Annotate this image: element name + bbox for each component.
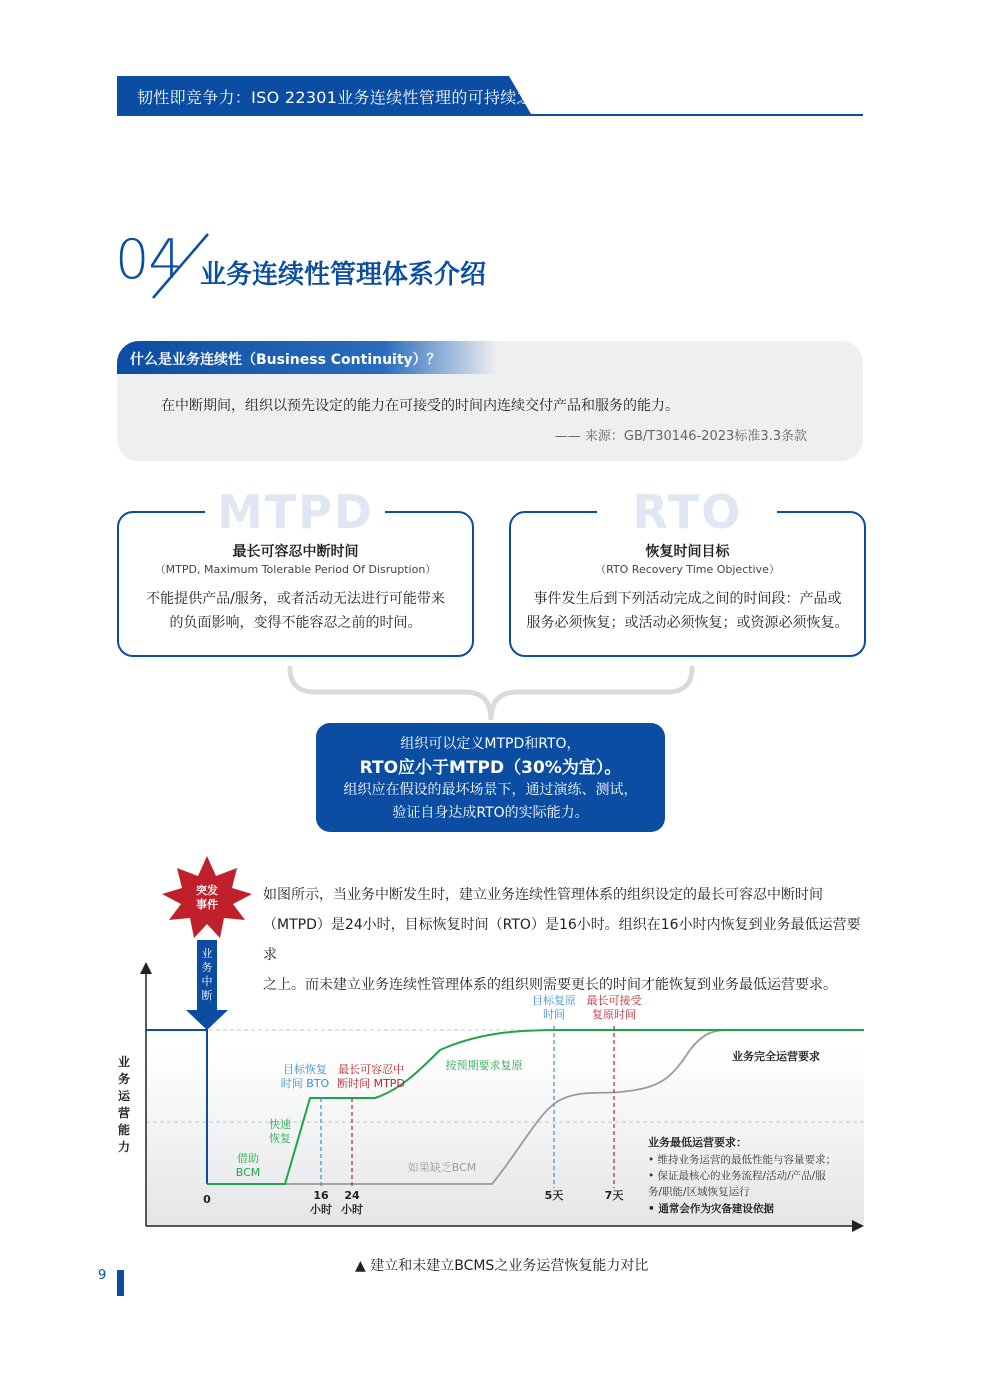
mtpd-body [133,587,458,635]
mtpd-subtitle: （MTPD, Maximum Tolerable Period Of Disruption） [154,563,437,576]
mtpd-body-line: 不能提供产品/服务，或者活动无法进行可能带来 [146,591,445,607]
interrupt-char: 业 [201,947,213,960]
header-banner [117,76,863,116]
brace-connector [285,664,697,724]
rto-body-line: 服务必须恢复；或活动必须恢复；或资源必须恢复。 [526,615,849,631]
mtpd-body-line: 的负面影响，变得不能容忍之前的时间。 [169,615,422,631]
section-number: 04 [115,228,182,291]
rto-body-line: 事件发生后到下列活动完成之间的时间段：产品或 [533,591,842,607]
mtpd-box [117,485,474,657]
page-number-bar [117,1270,124,1296]
mtpd-title: 最长可容忍中断时间 [232,544,359,560]
event-label: 事件 [196,898,218,911]
tick-16h-unit: 小时 [310,1203,332,1216]
tick-24h: 24 [344,1189,360,1202]
figure-caption: ▲ 建立和未建立BCMS之业务运营恢复能力对比 [355,1258,649,1274]
definition-tab-label: 什么是业务连续性（Business Continuity）？ [130,352,441,368]
interrupt-char: 务 [201,961,213,974]
summary-line: 组织可以定义MTPD和RTO， [400,736,581,752]
fast-recovery-label: 恢复 [269,1132,291,1145]
tick-5d: 5天 [544,1189,564,1202]
rto-label: 目标恢复 [283,1063,327,1076]
rto-watermark: RTO [632,485,743,539]
min-req-item: • 通常会作为灾备建设依据 [648,1203,774,1215]
min-req-item: 务/职能/区域恢复运行 [648,1186,750,1198]
interrupt-char: 断 [201,989,213,1002]
paragraph-line: （MTPD）是24小时，目标恢复时间（RTO）是16小时。组织在16小时内恢复到业务最低运营要求 [263,917,861,963]
rto2-label: 时间 [543,1008,565,1021]
rto-title: 恢复时间目标 [645,544,730,560]
mtpd2-label: 复原时间 [592,1008,636,1021]
event-label: 突发 [196,884,218,897]
paragraph-line: 之上。而未建立业务连续性管理体系的组织则需要更长的时间才能恢复到业务最低运营要求。 [263,977,837,993]
bcm-label: BCM [235,1166,261,1179]
capacity-band [146,1050,864,1226]
tick-7d: 7天 [604,1189,624,1202]
definition-box [117,341,863,461]
tick-16h: 16 [313,1189,329,1202]
bcm-label: 借助 [237,1152,259,1165]
definition-text: 在中断期间，组织以预先设定的能力在可接受的时间内连续交付产品和服务的能力。 [161,398,679,414]
mtpd-label: 最长可容忍中 [338,1063,404,1076]
interrupt-arrow-head [186,1010,228,1030]
paragraph-line: 如图所示，当业务中断发生时，建立业务连续性管理体系的组织设定的最长可容忍中断时间 [263,887,823,903]
full-op-label: 业务完全运营要求 [732,1050,820,1063]
min-req-title: 业务最低运营要求： [648,1136,747,1149]
mtpd-watermark: MTPD [216,485,375,539]
page-number: 9 [98,1268,107,1283]
event-starburst-icon [162,856,252,938]
tick-24h-unit: 小时 [341,1203,363,1216]
tick-origin: 0 [203,1193,211,1206]
y-label-char: 营 [117,1106,131,1120]
y-label-char: 运 [117,1089,131,1103]
section-title: 业务连续性管理体系介绍 [200,260,487,290]
planned-recovery-label: 按预期要求复原 [445,1059,523,1072]
interrupt-char: 中 [201,975,213,988]
definition-source: —— 来源：GB/T30146-2023标准3.3条款 [554,429,807,444]
rto-label: 时间 BTO [280,1077,330,1090]
summary-box [316,723,665,832]
fast-recovery-label: 快速 [269,1118,291,1131]
y-label-char: 业 [117,1055,131,1069]
rto2-label: 目标复原 [532,994,576,1007]
mtpd-label: 断时间 MTPD [337,1077,405,1090]
min-req-item: • 保证最核心的业务流程/活动/产品/服 [648,1170,826,1182]
mtpd2-label: 最长可接受 [586,994,642,1007]
min-req-item: • 维持业务运营的最低性能与容量要求； [648,1154,837,1166]
rto-subtitle: （RTO Recovery Time Objective） [595,563,780,576]
y-label-char: 力 [117,1140,131,1154]
summary-highlight: RTO应小于MTPD（30%为宜）。 [359,758,622,778]
rto-box [509,485,866,657]
header-title: 韧性即竞争力：ISO 22301业务连续性管理的可持续之道 [137,88,550,107]
no-bcm-label: 如果缺乏BCM [407,1161,477,1174]
summary-line: 组织应在假设的最坏场景下，通过演练、测试， [343,782,638,798]
rto-body [525,587,850,635]
definition-tab [117,341,497,374]
y-axis-arrow [140,962,152,974]
summary-line: 验证自身达成RTO的实际能力。 [392,805,589,821]
y-label-char: 务 [117,1072,131,1086]
y-label-char: 能 [117,1123,131,1137]
recovery-diagram [100,850,875,1240]
